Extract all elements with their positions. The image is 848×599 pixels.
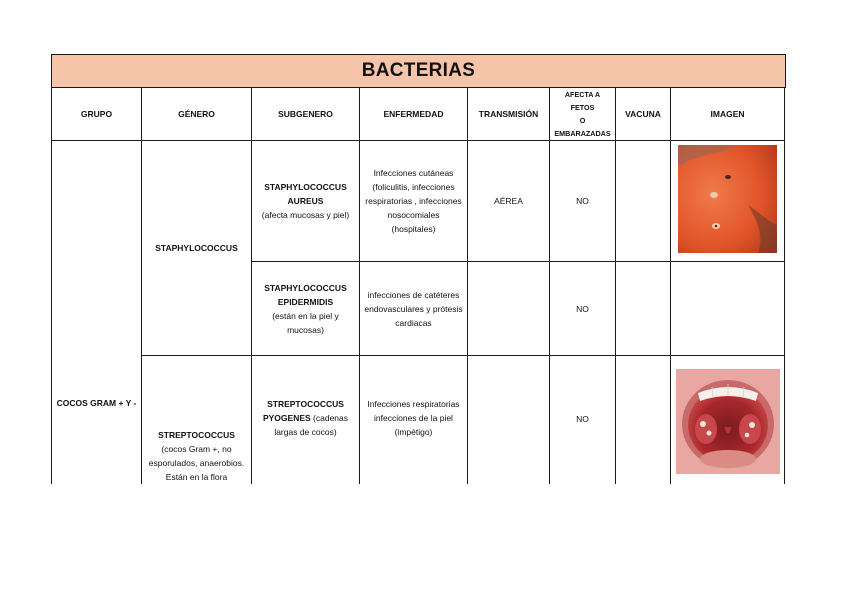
col-header-afecta-fetos: AFECTA A FETOS O EMBARAZADAS [550,88,616,141]
col-header-imagen: IMAGEN [671,88,785,141]
col-header-transmision: TRANSMISIÓN [468,88,550,141]
table-row [52,141,785,262]
table-row [52,356,785,485]
disease-cell: infecciones de catéteres endovasculares y prótesis cardiacas [360,262,468,356]
subgenus-cell: STREPTOCOCCUS PYOGENES (cadenas largas de cocos) [252,356,360,485]
throat-infection-photo [676,369,780,474]
transmission-cell: AÉREA [468,141,550,262]
col-header-subgenero: SUBGENERO [252,88,360,141]
vaccine-cell [616,141,671,262]
genus-cell-streptococcus: STREPTOCOCCUS (cocos Gram +, no esporulados, anaerobios. Están en la flora [142,356,252,485]
group-cell: COCOS GRAM + Y - [52,141,142,485]
affects-fetuses-cell: NO [550,262,616,356]
header-row [52,88,785,141]
subgenus-cell: STAPHYLOCOCCUS AUREUS (afecta mucosas y piel) [252,141,360,262]
subgenus-cell: STAPHYLOCOCCUS EPIDERMIDIS (están en la piel y mucosas) [252,262,360,356]
disease-cell: Infecciones respiratorias infecciones de la piel (impétigo) [360,356,468,485]
col-header-genero: GÉNERO [142,88,252,141]
col-header-grupo: GRUPO [52,88,142,141]
transmission-cell [468,356,550,485]
bacteria-table-sheet [51,54,786,484]
transmission-cell [468,262,550,356]
bacteria-table [51,87,785,484]
disease-cell: Infecciones cutáneas (foliculitis, infecciones respiratorias , infecciones nosocomiales (hospitales) [360,141,468,262]
skin-lesion-photo [678,145,777,253]
vaccine-cell [616,356,671,485]
image-cell [671,141,785,262]
affects-fetuses-cell: NO [550,141,616,262]
table-title: BACTERIAS [51,54,786,88]
image-cell [671,262,785,356]
genus-cell-staphylococcus: STAPHYLOCOCCUS [142,141,252,356]
col-header-vacuna: VACUNA [616,88,671,141]
col-header-enfermedad: ENFERMEDAD [360,88,468,141]
affects-fetuses-cell: NO [550,356,616,485]
image-cell [671,356,785,485]
vaccine-cell [616,262,671,356]
